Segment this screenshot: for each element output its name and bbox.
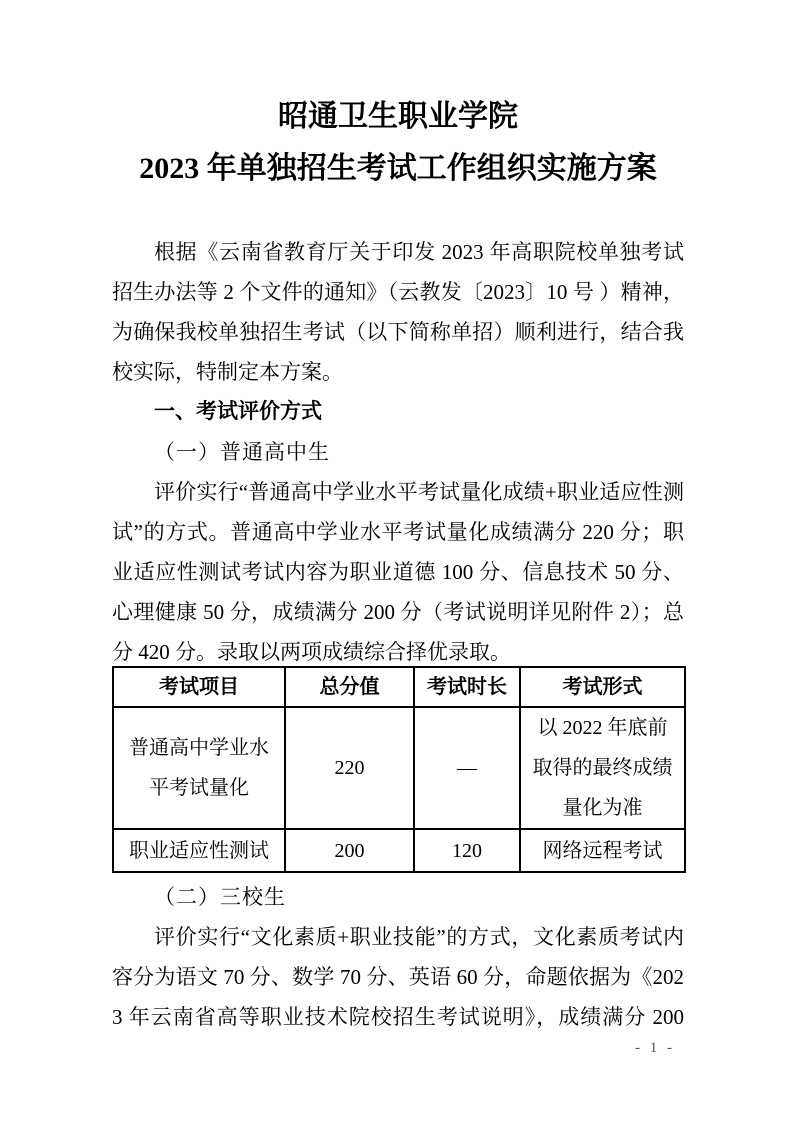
table-header-exam-item: 考试项目 [113, 667, 285, 707]
document-content [112, 91, 684, 1037]
page-number: - 1 - [635, 1040, 675, 1056]
cell-total-score: 220 [285, 707, 414, 829]
cell-duration: — [414, 707, 520, 829]
subsection-2-heading: （二）三校生 [154, 885, 286, 909]
title-line-1: 昭通卫生职业学院 [278, 100, 518, 133]
table-header-row [113, 667, 685, 707]
table-row [113, 707, 685, 829]
table-header-duration: 考试时长 [414, 667, 520, 707]
cell-total-score: 200 [285, 829, 414, 872]
subsection-1-body: 评价实行“普通高中学业水平考试量化成绩+职业适应性测试”的方式。普通高中学业水平考试量化成绩满分 220 分；职业适应性测试考试内容为职业道德 100 分、信息技术 50 分、心理健康 50 分，成绩满分 200 分（考试说明详见附件 2）；总分 420 分。录取以两项成绩综合择优录取。 [112, 480, 684, 664]
cell-format: 以 2022 年底前取得的最终成绩量化为准 [520, 707, 685, 829]
document-title [112, 91, 684, 195]
section-1-heading: 一、考试评价方式 [154, 400, 322, 423]
table-row [113, 829, 685, 872]
title-line-2: 2023 年单独招生考试工作组织实施方案 [139, 152, 657, 185]
cell-duration: 120 [414, 829, 520, 872]
subsection-1-heading: （一）普通高中生 [154, 440, 330, 464]
table-header-total-score: 总分值 [285, 667, 414, 707]
cell-exam-item: 职业适应性测试 [113, 829, 285, 872]
cell-exam-item: 普通高中学业水平考试量化 [113, 707, 285, 829]
intro-paragraph: 根据《云南省教育厅关于印发 2023 年高职院校单独考试招生办法等 2 个文件的通知》（云教发〔2023〕10 号 ）精神，为确保我校单独招生考试（以下简称单招）顺利进行，结合我校实际，特制定本方案。 [112, 240, 684, 384]
exam-score-table [112, 666, 686, 873]
table-header-format: 考试形式 [520, 667, 685, 707]
cell-format: 网络远程考试 [520, 829, 685, 872]
subsection-2-body: 评价实行“文化素质+职业技能”的方式，文化素质考试内容分为语文 70 分、数学 70 分、英语 60 分，命题依据为《2023 年云南省高等职业技术院校招生考试说明》，成绩满分 200 [112, 925, 684, 1029]
